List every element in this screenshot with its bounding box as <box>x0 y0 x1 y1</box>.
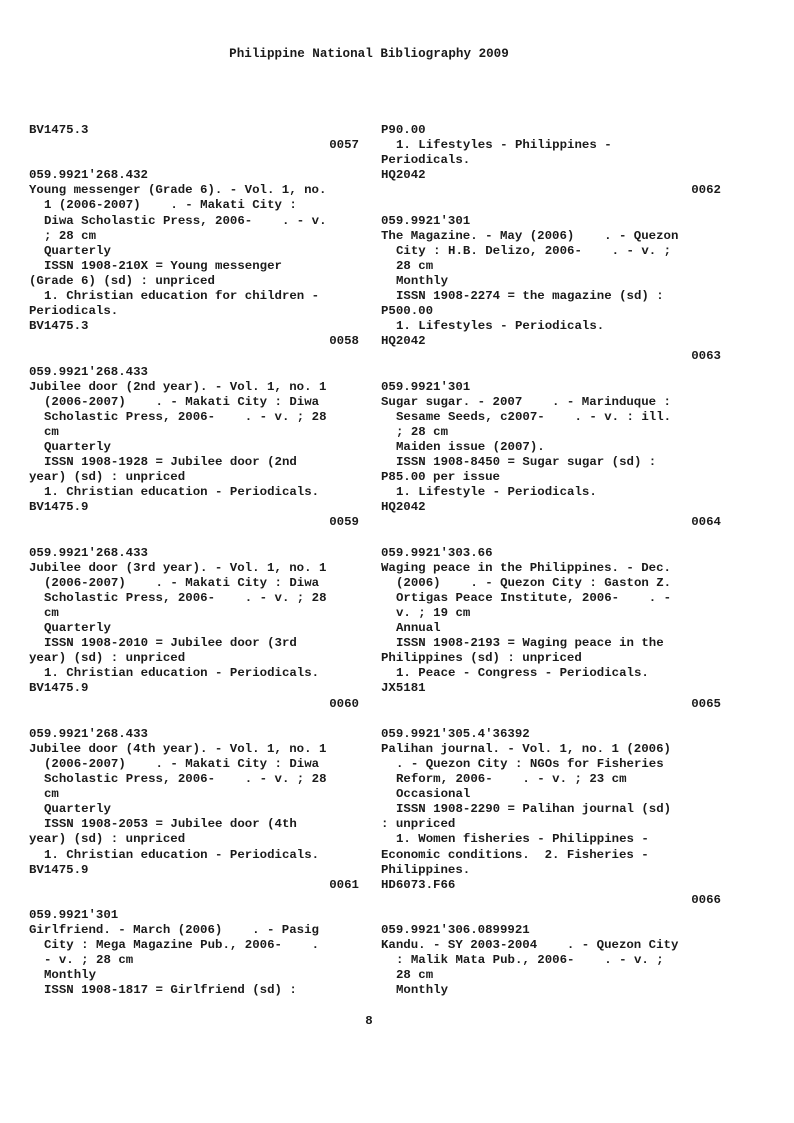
record-line: Palihan journal. - Vol. 1, no. 1 (2006) <box>381 741 671 756</box>
record-line: P500.00 <box>381 304 434 319</box>
record-line: 059.9921'301 <box>29 907 119 922</box>
record-line: 059.9921'268.433 <box>29 364 148 379</box>
record-line: v. ; 19 cm <box>396 606 471 620</box>
record-line: Philippines. <box>381 862 471 877</box>
record-line: ISSN 1908-8450 = Sugar sugar (sd) : <box>396 455 657 470</box>
record-line: HQ2042 <box>381 168 426 183</box>
record-line: BV1475.9 <box>29 681 89 696</box>
record-number: 0063 <box>691 349 721 364</box>
record-line: 1 (2006-2007) . - Makati City : <box>44 198 297 213</box>
record-line: ISSN 1908-1928 = Jubilee door (2nd <box>44 455 297 470</box>
record-line: 059.9921'303.66 <box>381 545 493 560</box>
record-number: 0062 <box>691 183 721 198</box>
record-line: ; 28 cm <box>396 424 449 439</box>
record-line: year) (sd) : unpriced <box>29 832 186 847</box>
record-line: 059.9921'305.4'36392 <box>381 726 530 741</box>
record-line: 059.9921'268.432 <box>29 168 148 183</box>
record-line: . - Quezon City : NGOs for Fisheries <box>396 756 664 771</box>
record-line: BV1475.9 <box>29 862 89 877</box>
record-line: Occasional <box>396 787 471 802</box>
record-line: ; 28 cm <box>44 228 97 243</box>
record-line: 059.9921'268.433 <box>29 726 148 741</box>
record-line: ISSN 1908-1817 = Girlfriend (sd) : <box>44 983 297 998</box>
record-line: Quarterly <box>44 802 111 817</box>
right-column <box>381 123 731 998</box>
record-line: year) (sd) : unpriced <box>29 651 186 666</box>
record-line: The Magazine. - May (2006) . - Quezon <box>381 228 679 243</box>
record-line: 1. Christian education - Periodicals. <box>44 847 320 862</box>
record-line: HQ2042 <box>381 334 426 349</box>
record-line: ISSN 1908-2010 = Jubilee door (3rd <box>44 636 297 651</box>
record-line: Ortigas Peace Institute, 2006- . - <box>396 590 672 605</box>
record-line: Annual <box>396 621 441 636</box>
record-line: (Grade 6) (sd) : unpriced <box>29 273 215 288</box>
record-line: Monthly <box>396 273 449 288</box>
record-line: Economic conditions. 2. Fisheries - <box>381 847 649 862</box>
record-number: 0058 <box>329 334 359 349</box>
line-spacer <box>29 349 369 364</box>
record-line: Jubilee door (4th year). - Vol. 1, no. 1 <box>29 741 327 756</box>
record-line: 1. Women fisheries - Philippines - <box>396 832 649 847</box>
record-line: Scholastic Press, 2006- . - v. ; 28 <box>44 772 327 787</box>
record-number: 0060 <box>329 696 359 711</box>
line-spacer <box>381 712 731 727</box>
record-line: : unpriced <box>381 817 456 832</box>
record-line: cm <box>44 424 59 439</box>
record-number: 0064 <box>691 515 721 530</box>
record-line: 1. Lifestyle - Periodicals. <box>396 485 597 500</box>
line-spacer <box>381 198 731 213</box>
record-line: ISSN 1908-2274 = the magazine (sd) : <box>396 289 664 304</box>
record-line: Periodicals. <box>381 153 471 168</box>
record-line: City : Mega Magazine Pub., 2006- . <box>44 938 320 953</box>
line-spacer <box>29 893 369 908</box>
line-spacer <box>29 531 369 546</box>
record-line: Scholastic Press, 2006- . - v. ; 28 <box>44 409 327 424</box>
record-line: 059.9921'268.433 <box>29 545 148 560</box>
record-line: cm <box>44 606 59 620</box>
line-spacer <box>29 153 369 168</box>
record-line: 28 cm <box>396 258 434 273</box>
record-line: ISSN 1908-210X = Young messenger <box>44 258 282 273</box>
page-header: Philippine National Bibliography 2009 <box>229 47 509 61</box>
record-number: 0066 <box>691 892 721 907</box>
record-line: 1. Christian education - Periodicals. <box>44 666 320 681</box>
record-line: Philippines (sd) : unpriced <box>381 651 582 666</box>
record-line: Quarterly <box>44 243 111 258</box>
record-line: : Malik Mata Pub., 2006- . - v. ; <box>396 953 664 968</box>
record-line: Sesame Seeds, c2007- . - v. : ill. <box>396 409 672 424</box>
record-line: 1. Lifestyles - Periodicals. <box>396 319 605 334</box>
record-line: Periodicals. <box>29 304 119 319</box>
line-spacer <box>381 908 731 923</box>
record-line: JX5181 <box>381 681 426 696</box>
record-line: Monthly <box>44 968 97 983</box>
record-line: Scholastic Press, 2006- . - v. ; 28 <box>44 590 327 605</box>
record-line: Reform, 2006- . - v. ; 23 cm <box>396 772 627 787</box>
record-line: (2006-2007) . - Makati City : Diwa <box>44 394 320 409</box>
record-line: 059.9921'301 <box>381 379 471 394</box>
record-line: ISSN 1908-2053 = Jubilee door (4th <box>44 817 297 832</box>
record-line: Diwa Scholastic Press, 2006- . - v. <box>44 213 327 228</box>
record-line: BV1475.9 <box>29 500 89 515</box>
record-line: ISSN 1908-2290 = Palihan journal (sd) <box>396 802 672 817</box>
page-number: 8 <box>365 1014 373 1028</box>
record-line: HD6073.F66 <box>381 877 456 892</box>
record-line: (2006-2007) . - Makati City : Diwa <box>44 756 320 771</box>
record-line: Young messenger (Grade 6). - Vol. 1, no. <box>29 183 327 198</box>
record-line: Kandu. - SY 2003-2004 . - Quezon City <box>381 938 679 953</box>
record-line: Sugar sugar. - 2007 . - Marinduque : <box>381 394 671 409</box>
record-line: ISSN 1908-2193 = Waging peace in the <box>396 636 664 651</box>
record-line: Jubilee door (2nd year). - Vol. 1, no. 1 <box>29 379 327 394</box>
record-line: BV1475.3 <box>29 123 89 137</box>
record-line: 28 cm <box>396 968 434 983</box>
record-number: 0065 <box>691 696 721 711</box>
record-line: Waging peace in the Philippines. - Dec. <box>381 560 671 575</box>
record-line: - v. ; 28 cm <box>44 953 134 968</box>
record-line: (2006) . - Quezon City : Gaston Z. <box>396 575 672 590</box>
record-line: P85.00 per issue <box>381 470 500 485</box>
record-line: (2006-2007) . - Makati City : Diwa <box>44 575 320 590</box>
record-line: Jubilee door (3rd year). - Vol. 1, no. 1 <box>29 560 327 575</box>
record-line: Quarterly <box>44 439 111 454</box>
record-line: BV1475.3 <box>29 319 89 334</box>
record-line: Girlfriend. - March (2006) . - Pasig <box>29 922 319 937</box>
line-spacer <box>29 712 369 727</box>
line-spacer <box>381 531 731 546</box>
line-spacer <box>381 365 731 380</box>
record-line: Quarterly <box>44 621 111 636</box>
record-line: P90.00 <box>381 123 426 137</box>
record-line: year) (sd) : unpriced <box>29 470 186 485</box>
record-line: 1. Christian education - Periodicals. <box>44 485 320 500</box>
record-line: Monthly <box>396 983 449 998</box>
record-number: 0059 <box>329 515 359 530</box>
record-line: HQ2042 <box>381 500 426 515</box>
record-line: City : H.B. Delizo, 2006- . - v. ; <box>396 243 672 258</box>
record-line: 059.9921'301 <box>381 213 471 228</box>
record-line: Maiden issue (2007). <box>396 439 545 454</box>
record-line: 059.9921'306.0899921 <box>381 922 530 937</box>
record-line: 1. Christian education for children - <box>44 289 320 304</box>
left-column <box>29 123 369 998</box>
record-number: 0057 <box>329 138 359 153</box>
record-line: 1. Lifestyles - Philippines - <box>396 138 612 153</box>
record-line: 1. Peace - Congress - Periodicals. <box>396 666 649 681</box>
record-number: 0061 <box>329 877 359 892</box>
record-line: cm <box>44 787 59 802</box>
